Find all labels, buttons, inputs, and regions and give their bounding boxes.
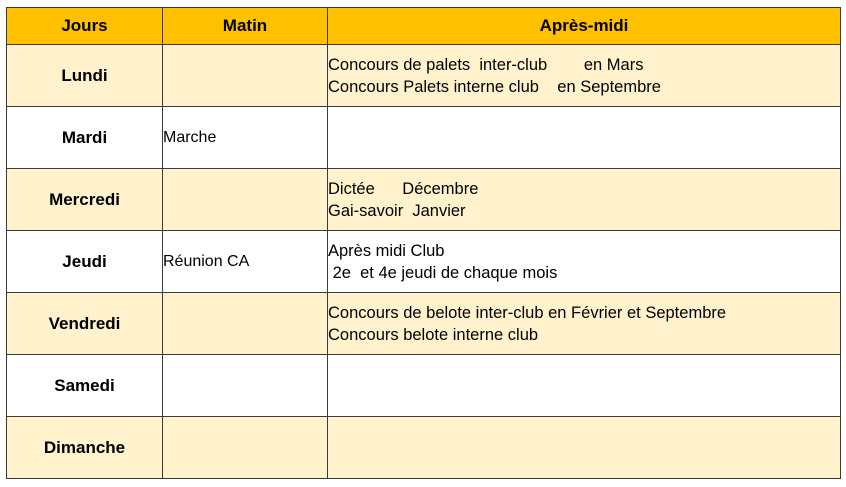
afternoon-cell	[328, 169, 841, 231]
header-afternoon: Après-midi	[328, 8, 841, 45]
table-row	[7, 45, 841, 107]
day-cell: Samedi	[7, 355, 163, 417]
table-header-row	[7, 8, 841, 45]
weekly-schedule-table	[6, 7, 841, 479]
table-row	[7, 293, 841, 355]
afternoon-cell	[328, 45, 841, 107]
afternoon-line: Concours de belote inter-club en Février et Septembre	[328, 303, 727, 322]
table-row	[7, 417, 841, 479]
day-cell: Vendredi	[7, 293, 163, 355]
afternoon-line: Après midi Club	[328, 241, 445, 260]
afternoon-line: Concours belote interne club	[328, 325, 539, 344]
table-row	[7, 355, 841, 417]
afternoon-cell	[328, 355, 841, 417]
morning-cell: Marche	[163, 107, 328, 169]
day-cell: Dimanche	[7, 417, 163, 479]
morning-cell	[163, 45, 328, 107]
morning-cell	[163, 417, 328, 479]
table-row	[7, 169, 841, 231]
table-row	[7, 107, 841, 169]
afternoon-cell	[328, 293, 841, 355]
afternoon-cell	[328, 417, 841, 479]
header-days: Jours	[7, 8, 163, 45]
day-cell: Jeudi	[7, 231, 163, 293]
afternoon-line: Concours Palets interne club en Septembre	[328, 77, 661, 96]
afternoon-line: Dictée Décembre	[328, 179, 479, 198]
day-cell: Lundi	[7, 45, 163, 107]
table-row	[7, 231, 841, 293]
day-cell: Mercredi	[7, 169, 163, 231]
afternoon-cell	[328, 107, 841, 169]
afternoon-line: Concours de palets inter-club en Mars	[328, 55, 644, 74]
header-morning: Matin	[163, 8, 328, 45]
afternoon-line: Gai-savoir Janvier	[328, 201, 466, 220]
day-cell: Mardi	[7, 107, 163, 169]
morning-cell: Réunion CA	[163, 231, 328, 293]
afternoon-cell	[328, 231, 841, 293]
afternoon-line: 2e et 4e jeudi de chaque mois	[328, 263, 558, 282]
morning-cell	[163, 355, 328, 417]
morning-cell	[163, 169, 328, 231]
morning-cell	[163, 293, 328, 355]
